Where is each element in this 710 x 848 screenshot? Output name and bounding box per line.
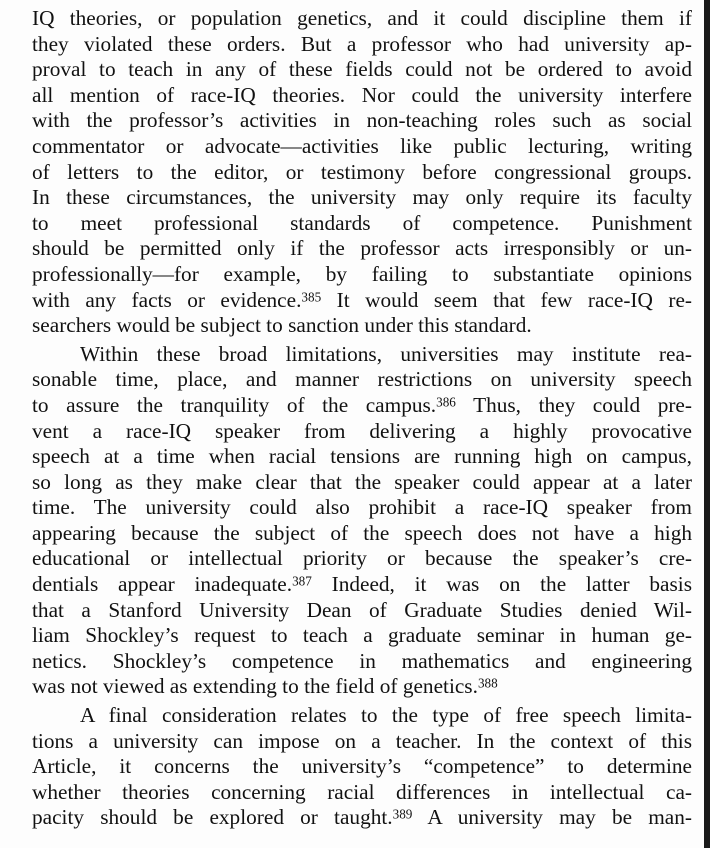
text-run: to assure the tranquility of the campus. — [32, 392, 437, 417]
text-line — [32, 83, 692, 109]
text-line — [32, 674, 692, 700]
text-line — [32, 780, 692, 806]
text-run: netics. Shockley’s competence in mathematics and engineering — [32, 648, 692, 673]
text-run: pacity should be explored or taught. — [32, 805, 393, 830]
footnote-marker: 386 — [436, 394, 456, 410]
footnote-marker: 388 — [477, 675, 498, 691]
text-line — [32, 572, 692, 598]
text-line — [32, 313, 692, 339]
text-line — [32, 211, 692, 237]
text-run: tions a university can impose on a teacher. In the context of this — [32, 728, 692, 753]
text-run: A university may be man- — [412, 805, 692, 830]
scan-edge-shadow — [704, 0, 710, 848]
text-run: that a Stanford University Dean of Graduate Studies denied Wil- — [32, 597, 692, 622]
text-run: vent a race-IQ speaker from delivering a highly provocative — [32, 418, 692, 443]
footnote-marker: 385 — [301, 289, 322, 304]
text-run: Indeed, it was on the latter basis — [311, 572, 692, 597]
text-line — [32, 546, 692, 572]
text-line — [32, 521, 692, 547]
text-run: professionally—for example, by failing to substantiate opinions — [32, 261, 692, 286]
text-run: In these circumstances, the university may only require its faculty — [32, 185, 692, 210]
paragraph — [32, 703, 692, 831]
text-run: A final consideration relates to the type of free speech limita- — [80, 703, 692, 728]
text-run: commentator or advocate—activities like public lecturing, writing — [32, 133, 692, 158]
text-run: all mention of race-IQ theories. Nor could the university interfere — [32, 82, 692, 107]
text-run: whether theories concerning racial differences in intellectual ca- — [32, 779, 692, 804]
text-run: with any facts or evidence. — [32, 287, 302, 312]
text-run: Thus, they could pre- — [455, 392, 692, 417]
text-run: sonable time, place, and manner restrictions on university speech — [32, 367, 692, 392]
paragraph — [32, 342, 692, 700]
text-line — [32, 134, 692, 160]
footnote-marker: 389 — [392, 806, 413, 822]
text-line — [32, 729, 692, 755]
text-run: with the professor’s activities in non-teaching roles such as social — [32, 108, 692, 133]
text-run: It would seem that few race-IQ re- — [321, 287, 692, 312]
text-run: time. The university could also prohibit a race-IQ speaker from — [32, 495, 692, 520]
text-line — [32, 495, 692, 521]
text-line — [32, 342, 692, 368]
text-run: to meet professional standards of competence. Punishment — [32, 210, 692, 235]
paragraph — [32, 6, 692, 339]
text-line — [32, 367, 692, 393]
text-line — [32, 444, 692, 470]
text-run: appearing because the subject of the speech does not have a high — [32, 520, 692, 545]
text-run: speech at a time when racial tensions are running high on campus, — [32, 444, 692, 469]
text-line — [32, 805, 692, 831]
text-run: Article, it concerns the university’s “competence” to determine — [32, 754, 692, 779]
text-run: dentials appear inadequate. — [32, 572, 293, 597]
text-run: of letters to the editor, or testimony before congressional groups. — [32, 159, 692, 184]
text-line — [32, 754, 692, 780]
body-text — [32, 6, 692, 831]
text-line — [32, 598, 692, 624]
text-line — [32, 703, 692, 729]
text-line — [32, 649, 692, 675]
text-line — [32, 623, 692, 649]
text-line — [32, 419, 692, 445]
text-line — [32, 262, 692, 288]
text-line — [32, 393, 692, 419]
footnote-marker: 387 — [292, 573, 312, 589]
text-run: educational or intellectual priority or because the speaker’s cre- — [32, 546, 692, 571]
text-run: IQ theories, or population genetics, and it could discipline them if — [32, 6, 692, 30]
text-line — [32, 236, 692, 262]
text-line — [32, 57, 692, 83]
text-line — [32, 108, 692, 134]
text-run: should be permitted only if the professor acts irresponsibly or un- — [32, 236, 692, 261]
text-line — [32, 185, 692, 211]
text-run: liam Shockley’s request to teach a graduate seminar in human ge- — [32, 623, 692, 648]
text-line — [32, 160, 692, 186]
text-run: was not viewed as extending to the field of genetics. — [32, 674, 478, 699]
text-run: they violated these orders. But a professor who had university ap- — [32, 31, 692, 56]
text-line — [32, 32, 692, 58]
text-run: proval to teach in any of these fields could not be ordered to avoid — [32, 57, 692, 82]
text-run: so long as they make clear that the speaker could appear at a later — [32, 469, 692, 494]
text-line — [32, 288, 692, 314]
text-run: Within these broad limitations, universities may institute rea- — [80, 341, 692, 366]
text-run: searchers would be subject to sanction under this standard. — [32, 313, 532, 338]
text-line — [32, 470, 692, 496]
text-line — [32, 6, 692, 32]
